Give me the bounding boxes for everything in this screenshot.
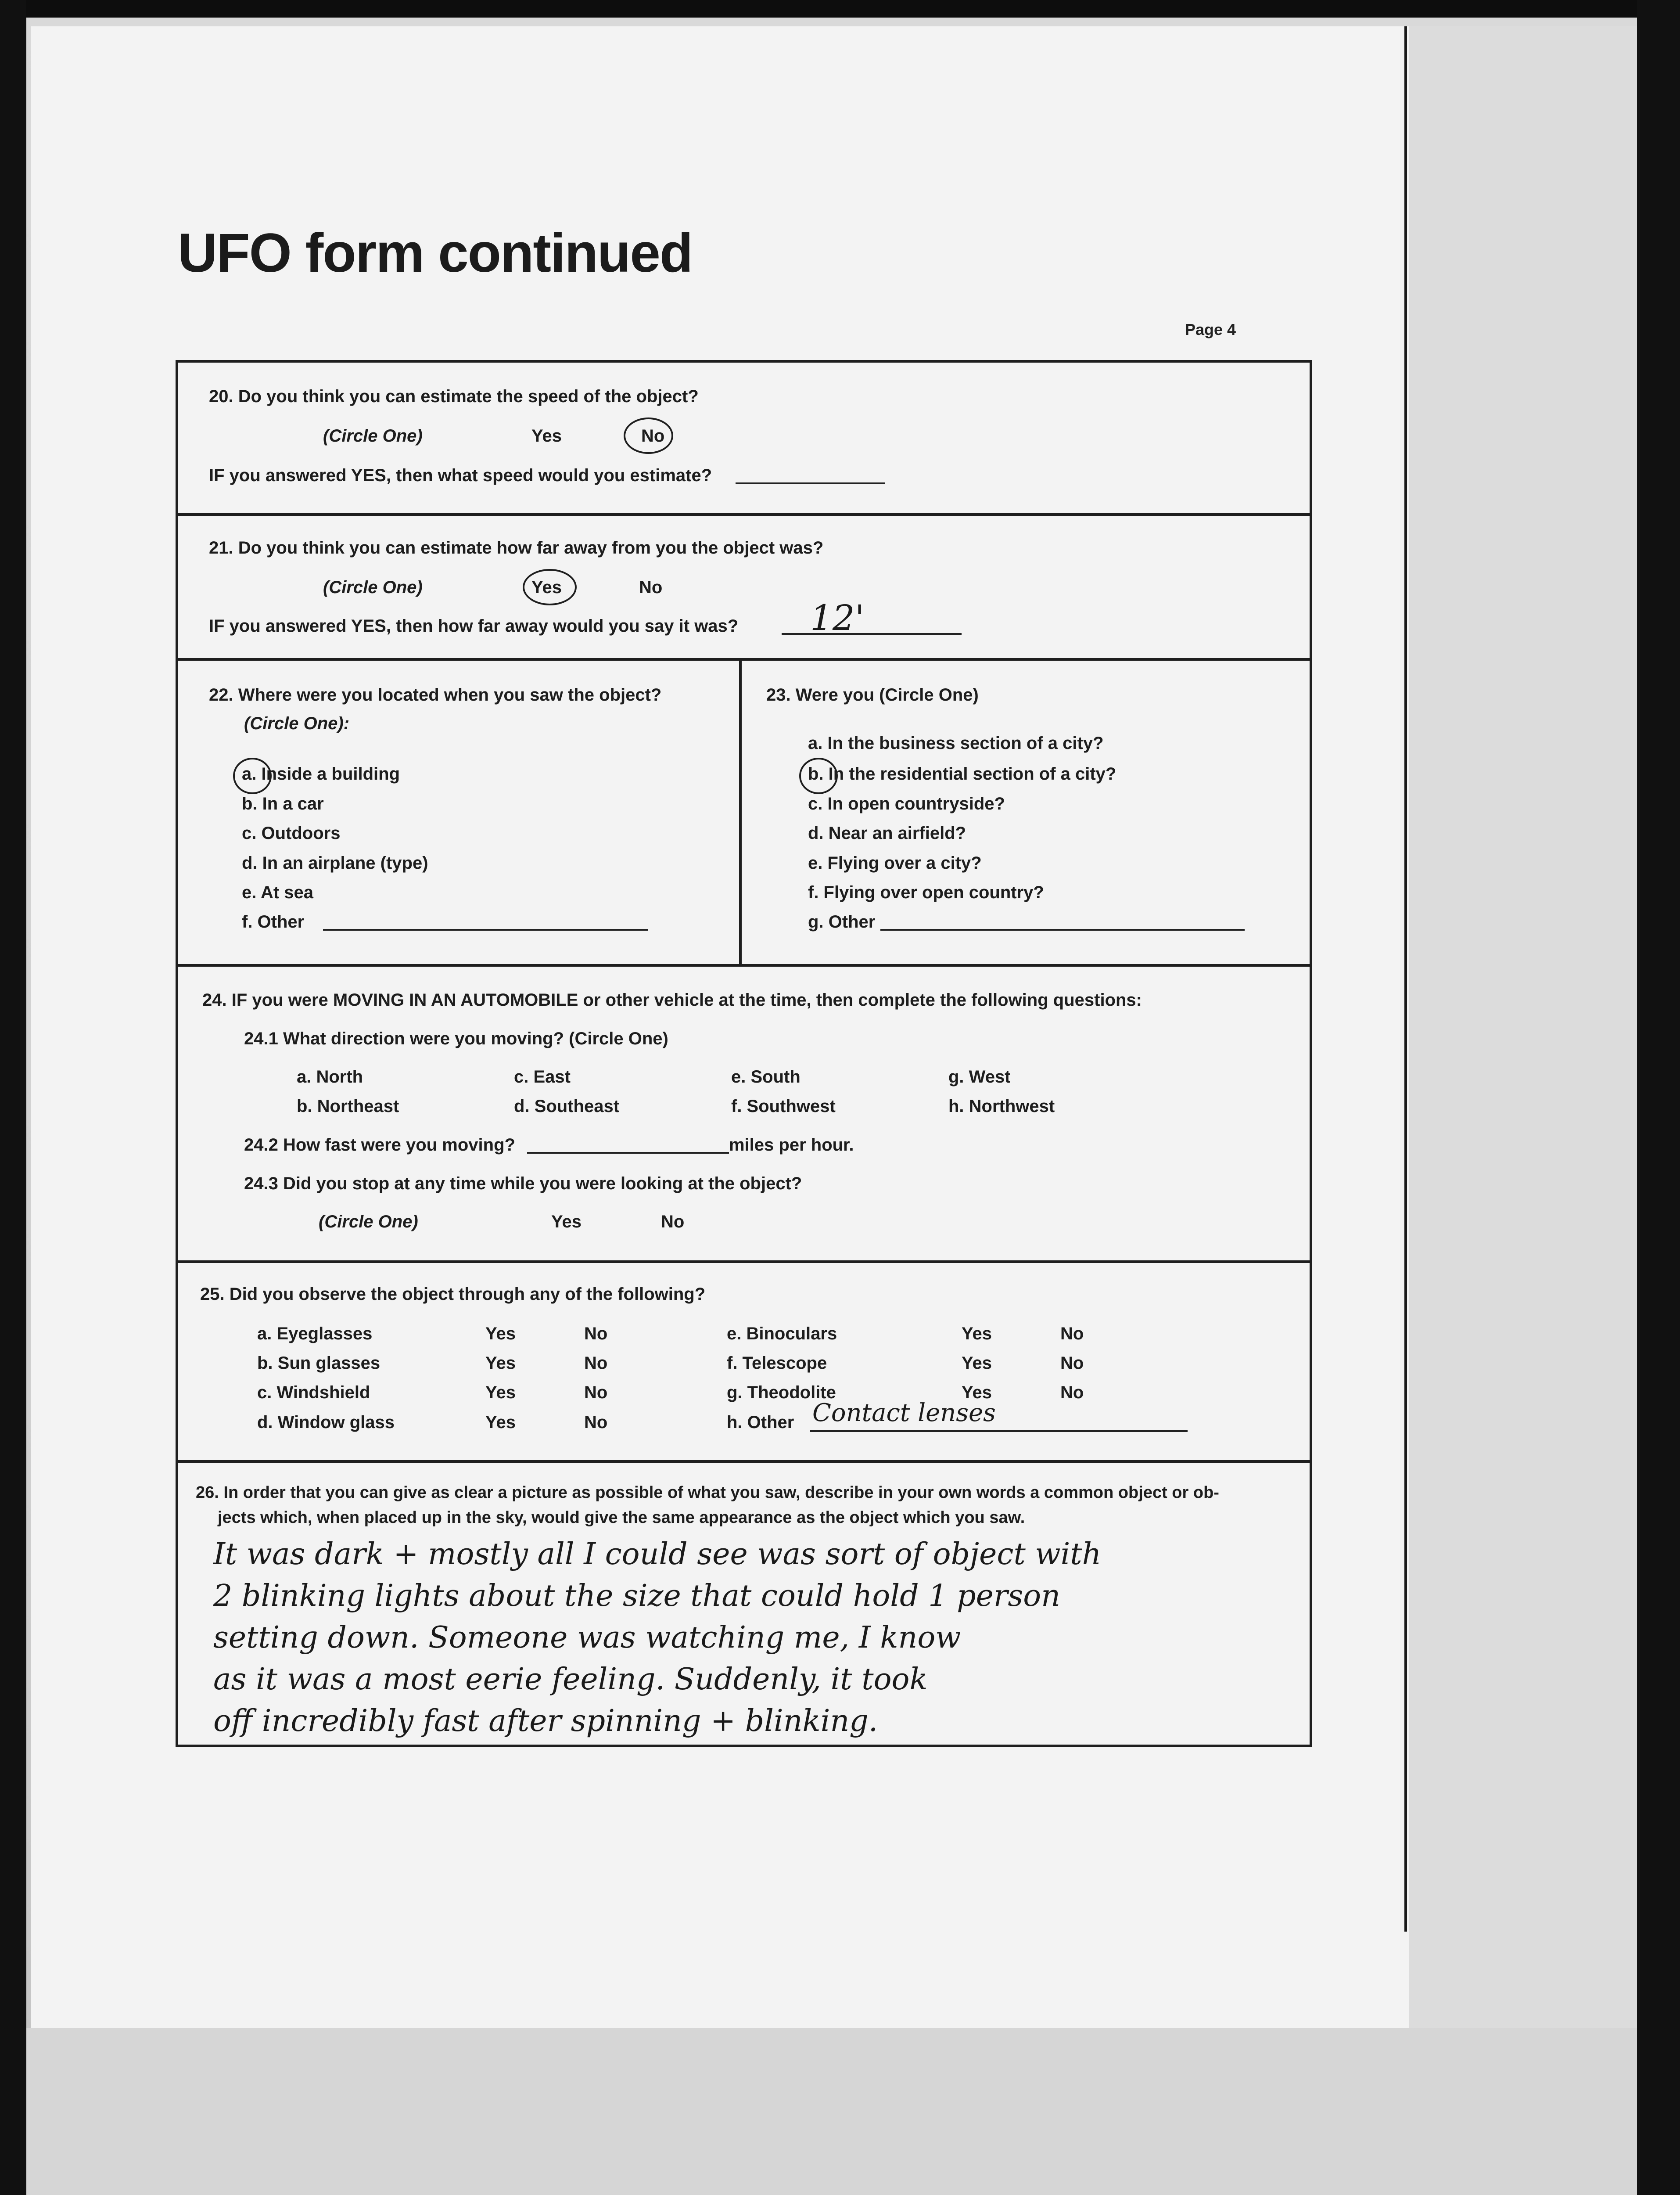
- q26-handwriting-line1: It was dark + mostly all I could see was sort of object with: [213, 1537, 1102, 1572]
- q24-dir-north[interactable]: a. North: [297, 1067, 363, 1087]
- q24-2-question: 24.2 How fast were you moving?: [244, 1135, 515, 1155]
- q20-no-circle-mark: [624, 417, 673, 454]
- q24-3-question: 24.3 Did you stop at any time while you were looking at the object?: [244, 1174, 802, 1193]
- q25-windshield-yes[interactable]: Yes: [485, 1383, 516, 1402]
- q25-telescope: f. Telescope: [727, 1353, 827, 1373]
- q23-option-a[interactable]: a. In the business section of a city?: [808, 734, 1104, 753]
- q22-option-c[interactable]: c. Outdoors: [242, 824, 341, 843]
- q26-handwriting-line2: 2 blinking lights about the size that could hold 1 person: [213, 1579, 1061, 1613]
- q25-theodolite-yes[interactable]: Yes: [962, 1383, 992, 1402]
- film-edge-top: [0, 0, 1680, 18]
- q24-3-no[interactable]: No: [661, 1212, 685, 1231]
- q24-3-circle-one: (Circle One): [319, 1212, 418, 1231]
- q22-other-field[interactable]: [323, 929, 648, 931]
- divider-22-23: [739, 658, 742, 965]
- q23-option-f[interactable]: f. Flying over open country?: [808, 883, 1044, 902]
- form-table: [176, 360, 1312, 1747]
- q23-b-circle-mark: [799, 758, 838, 794]
- q23-option-b[interactable]: b. In the residential section of a city?: [808, 764, 1116, 784]
- q26-handwriting-line5: off incredibly fast after spinning + blinking.: [213, 1704, 878, 1738]
- q24-dir-southeast[interactable]: d. Southeast: [514, 1097, 620, 1116]
- q22-option-d[interactable]: d. In an airplane (type): [242, 853, 428, 873]
- q25-window-glass-no[interactable]: No: [584, 1413, 608, 1432]
- q24-dir-southwest[interactable]: f. Southwest: [731, 1097, 836, 1116]
- film-edge-left: [0, 0, 26, 2195]
- page-fold-line: [1404, 26, 1407, 1932]
- q24-dir-northeast[interactable]: b. Northeast: [297, 1097, 399, 1116]
- film-edge-right: [1637, 0, 1680, 2195]
- q25-sunglasses-no[interactable]: No: [584, 1353, 608, 1373]
- q23-option-d[interactable]: d. Near an airfield?: [808, 824, 966, 843]
- q26-handwriting-line3: setting down. Someone was watching me, I know: [213, 1620, 961, 1655]
- q25-window-glass-yes[interactable]: Yes: [485, 1413, 516, 1432]
- q25-question: 25. Did you observe the object through any of the following?: [200, 1285, 706, 1304]
- q23-other-field[interactable]: [880, 929, 1245, 931]
- q26-question-line2: jects which, when placed up in the sky, would give the same appearance as the object which you saw.: [218, 1508, 1025, 1527]
- q24-dir-south[interactable]: e. South: [731, 1067, 801, 1087]
- q22-option-a[interactable]: a. Inside a building: [242, 764, 400, 784]
- q25-theodolite: g. Theodolite: [727, 1383, 836, 1402]
- q25-sunglasses: b. Sun glasses: [257, 1353, 381, 1373]
- q20-circle-one: (Circle One): [323, 426, 423, 446]
- q21-question: 21. Do you think you can estimate how far away from you the object was?: [209, 538, 824, 558]
- q22-a-circle-mark: [233, 758, 272, 794]
- q24-dir-east[interactable]: c. East: [514, 1067, 571, 1087]
- q22-circle-one: (Circle One):: [244, 714, 350, 733]
- divider-24-25: [178, 1260, 1310, 1263]
- q24-1-question: 24.1 What direction were you moving? (Circle One): [244, 1029, 668, 1048]
- q25-windshield: c. Windshield: [257, 1383, 370, 1402]
- q20-yes[interactable]: Yes: [531, 426, 562, 446]
- q21-followup: IF you answered YES, then how far away would you say it was?: [209, 616, 739, 636]
- q25-windshield-no[interactable]: No: [584, 1383, 608, 1402]
- q25-telescope-yes[interactable]: Yes: [962, 1353, 992, 1373]
- q26-handwriting-line4: as it was a most eerie feeling. Suddenly, it took: [213, 1662, 928, 1697]
- q20-no[interactable]: No: [641, 426, 665, 446]
- q25-eyeglasses-yes[interactable]: Yes: [485, 1324, 516, 1343]
- q21-circle-one: (Circle One): [323, 578, 423, 597]
- q20-followup: IF you answered YES, then what speed would you estimate?: [209, 466, 712, 485]
- q20-question: 20. Do you think you can estimate the speed of the object?: [209, 387, 699, 406]
- q26-question-line1: 26. In order that you can give as clear a picture as possible of what you saw, describe in your own words a common object or ob-: [196, 1483, 1219, 1502]
- q22-option-f[interactable]: f. Other: [242, 912, 305, 932]
- q24-dir-northwest[interactable]: h. Northwest: [948, 1097, 1055, 1116]
- q24-3-yes[interactable]: Yes: [551, 1212, 582, 1231]
- q25-other-label: h. Other: [727, 1413, 794, 1432]
- q25-eyeglasses-no[interactable]: No: [584, 1324, 608, 1343]
- q25-window-glass: d. Window glass: [257, 1413, 395, 1432]
- q23-option-g[interactable]: g. Other: [808, 912, 876, 932]
- q23-question: 23. Were you (Circle One): [766, 685, 979, 705]
- q21-yes-circle-mark: [523, 569, 577, 605]
- q24-question: 24. IF you were MOVING IN AN AUTOMOBILE or other vehicle at the time, then complete the following questions:: [202, 990, 1142, 1010]
- q25-handwritten-other: Contact lenses: [812, 1399, 996, 1427]
- q22-option-e[interactable]: e. At sea: [242, 883, 314, 902]
- q22-option-b[interactable]: b. In a car: [242, 794, 324, 813]
- q25-theodolite-no[interactable]: No: [1060, 1383, 1084, 1402]
- q25-binoculars-yes[interactable]: Yes: [962, 1324, 992, 1343]
- divider-25-26: [178, 1460, 1310, 1463]
- q25-telescope-no[interactable]: No: [1060, 1353, 1084, 1373]
- q25-binoculars-no[interactable]: No: [1060, 1324, 1084, 1343]
- q23-option-e[interactable]: e. Flying over a city?: [808, 853, 982, 873]
- page-margin-shadow: [1409, 26, 1637, 2028]
- q21-handwritten-answer: 12': [810, 597, 865, 638]
- q24-2-speed-field[interactable]: [527, 1152, 729, 1154]
- page-title: UFO form continued: [178, 223, 693, 284]
- q25-other-field[interactable]: [810, 1430, 1188, 1432]
- page-number: Page 4: [1185, 320, 1236, 338]
- q21-no[interactable]: No: [639, 578, 663, 597]
- q25-sunglasses-yes[interactable]: Yes: [485, 1353, 516, 1373]
- q23-option-c[interactable]: c. In open countryside?: [808, 794, 1005, 813]
- q21-yes[interactable]: Yes: [531, 578, 562, 597]
- q25-binoculars: e. Binoculars: [727, 1324, 837, 1343]
- q25-eyeglasses: a. Eyeglasses: [257, 1324, 373, 1343]
- q24-2-unit: miles per hour.: [729, 1135, 854, 1155]
- divider-22-24: [178, 964, 1310, 967]
- divider-21-22: [178, 658, 1310, 661]
- q22-question: 22. Where were you located when you saw the object?: [209, 685, 662, 705]
- divider-20-21: [178, 513, 1310, 516]
- q20-speed-field[interactable]: [736, 482, 885, 484]
- film-lower-band: [26, 2028, 1637, 2195]
- q24-dir-west[interactable]: g. West: [948, 1067, 1011, 1087]
- q21-distance-field[interactable]: [782, 633, 962, 635]
